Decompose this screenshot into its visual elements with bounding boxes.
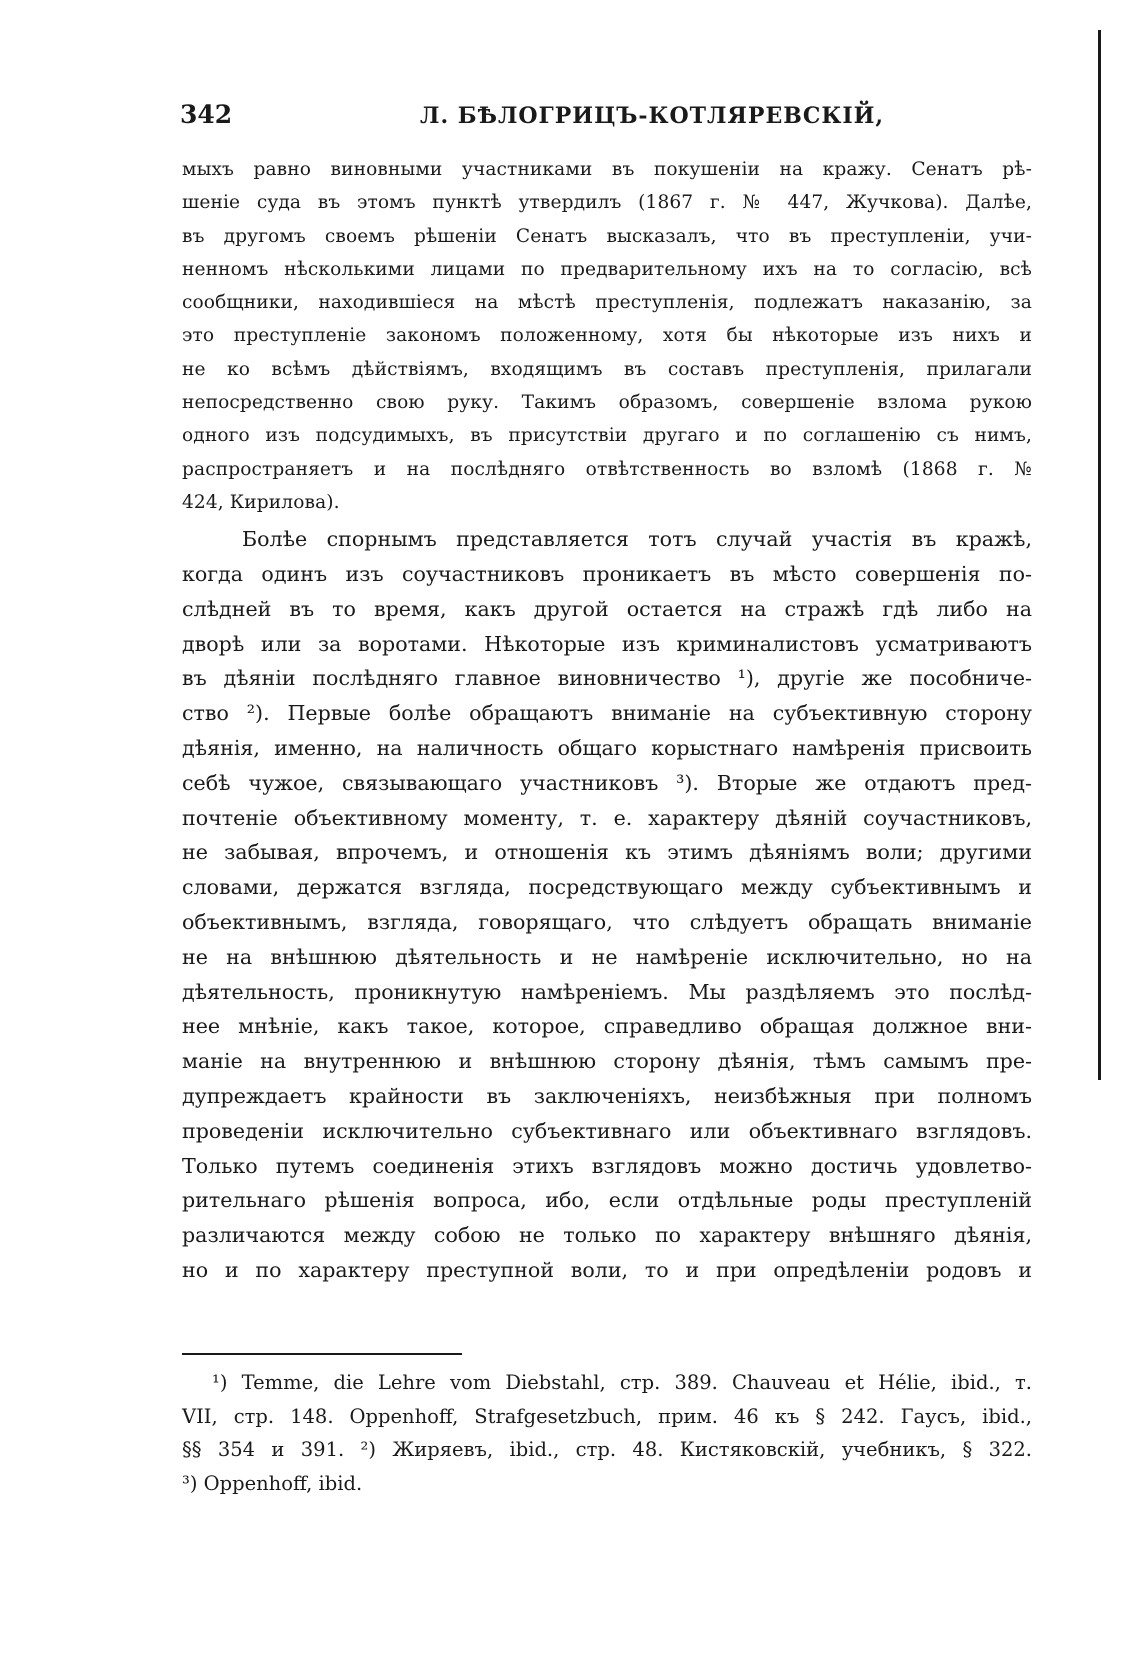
text-line: не ко всѣмъ дѣйствіямъ, входящимъ въ составъ преступленія, прилагали bbox=[182, 358, 1032, 380]
text-line: это преступленіе закономъ положенному, хотя бы нѣкоторые изъ нихъ и bbox=[182, 325, 1032, 347]
text-line: нее мнѣніе, какъ такое, которое, справедливо обращая должное вни- bbox=[182, 1014, 1032, 1039]
text-line: дѣятельность, проникнутую намѣреніемъ. Мы раздѣляемъ это послѣд- bbox=[182, 979, 1032, 1004]
text-line: Болѣе спорнымъ представляется тотъ случай участія въ кражѣ, bbox=[242, 527, 1032, 552]
text-line: мыхъ равно виновными участниками въ покушеніи на кражу. Сенатъ рѣ- bbox=[182, 159, 1032, 180]
text-line: одного изъ подсудимыхъ, въ присутствіи другаго и по соглашенію съ нимъ, bbox=[182, 425, 1032, 447]
text-line: ненномъ нѣсколькими лицами по предварительному ихъ на то согласію, всѣ bbox=[182, 258, 1032, 280]
text-line: слѣдней въ то время, какъ другой остается на стражѣ гдѣ либо на bbox=[182, 596, 1032, 621]
footnote-separator bbox=[182, 1353, 462, 1355]
text-line: не забывая, впрочемъ, и отношенія къ этимъ дѣяніямъ воли; другими bbox=[182, 840, 1032, 865]
text-line: объективнымъ, взгляда, говорящаго, что слѣдуетъ обращать вниманіе bbox=[182, 910, 1032, 935]
page-number: 342 bbox=[180, 100, 233, 129]
text-line: почтеніе объективному моменту, т. е. характеру дѣяній соучастниковъ, bbox=[182, 805, 1032, 830]
text-line: распространяетъ и на послѣдняго отвѣтственность во взломѣ (1868 г. № bbox=[182, 458, 1032, 480]
text-line: словами, держатся взгляда, посредствующаго между субъективнымъ и bbox=[182, 875, 1032, 900]
footnote-line: VII, стр. 148. Oppenhoff, Strafgesetzbuch, прим. 46 къ § 242. Гаусъ, ibid., bbox=[182, 1404, 1032, 1428]
text-line: Только путемъ соединенія этихъ взглядовъ можно достичь удовлетво- bbox=[182, 1153, 1032, 1178]
text-line: проведеніи исключительно субъективнаго или объективнаго взглядовъ. bbox=[182, 1118, 1032, 1143]
paragraph bbox=[182, 522, 1032, 1288]
text-line: различаются между собою не только по характеру внѣшняго дѣянія, bbox=[182, 1223, 1032, 1248]
text-line: шеніе суда въ этомъ пунктѣ утвердилъ (1867 г. № 447, Жучкова). Далѣе, bbox=[182, 192, 1032, 214]
text-line: но и по характеру преступной воли, то и при опредѣленіи родовъ и bbox=[182, 1258, 1032, 1282]
text-line: непосредственно свою руку. Такимъ образомъ, совершеніе взлома рукою bbox=[182, 392, 1032, 414]
text-line: рительнаго рѣшенія вопроса, ибо, если отдѣльные роды преступленій bbox=[182, 1188, 1032, 1213]
text-line: не на внѣшнюю дѣятельность и не намѣреніе исключительно, но на bbox=[182, 944, 1032, 969]
text-line: дворѣ или за воротами. Нѣкоторые изъ криминалистовъ усматриваютъ bbox=[182, 631, 1032, 656]
body-text bbox=[182, 153, 1032, 1288]
page-edge-rule bbox=[1098, 30, 1101, 1080]
footnotes bbox=[182, 1366, 1032, 1500]
text-line: 424, Кирилова). bbox=[182, 491, 340, 513]
paragraph bbox=[182, 153, 1032, 519]
text-line: себѣ чужое, связывающаго участниковъ ³). Вторые же отдаютъ пред- bbox=[182, 770, 1032, 795]
text-line: маніе на внутреннюю и внѣшнюю сторону дѣянія, тѣмъ самымъ пре- bbox=[182, 1049, 1032, 1074]
running-title: Л. БѢЛОГРИЦЪ-КОТЛЯРЕВСКІЙ, bbox=[420, 103, 885, 129]
text-line: дѣянія, именно, на наличность общаго корыстнаго намѣренія присвоить bbox=[182, 736, 1032, 761]
footnote-line: §§ 354 и 391. ²) Жиряевъ, ibid., стр. 48. Кистяковскій, учебникъ, § 322. bbox=[182, 1438, 1032, 1461]
text-line: ство ²). Первые болѣе обращаютъ вниманіе на субъективную сторону bbox=[182, 701, 1032, 726]
text-line: сообщники, находившіеся на мѣстѣ преступленія, подлежатъ наказанію, за bbox=[182, 292, 1032, 314]
text-line: когда одинъ изъ соучастниковъ проникаетъ въ мѣсто совершенія по- bbox=[182, 562, 1032, 587]
text-line: въ дѣяніи послѣдняго главное виновничество ¹), другіе же пособниче- bbox=[182, 666, 1032, 691]
text-line: въ другомъ своемъ рѣшеніи Сенатъ высказалъ, что въ преступленіи, учи- bbox=[182, 225, 1032, 247]
text-line: дупреждаетъ крайности въ заключеніяхъ, неизбѣжныя при полномъ bbox=[182, 1084, 1032, 1109]
footnote-line: ¹) Temme, die Lehre vom Diebstahl, стр. 389. Chauveau et Hélie, ibid., т. bbox=[212, 1371, 1032, 1394]
footnote-line: ³) Oppenhoff, ibid. bbox=[182, 1471, 363, 1495]
running-header bbox=[180, 100, 1035, 140]
